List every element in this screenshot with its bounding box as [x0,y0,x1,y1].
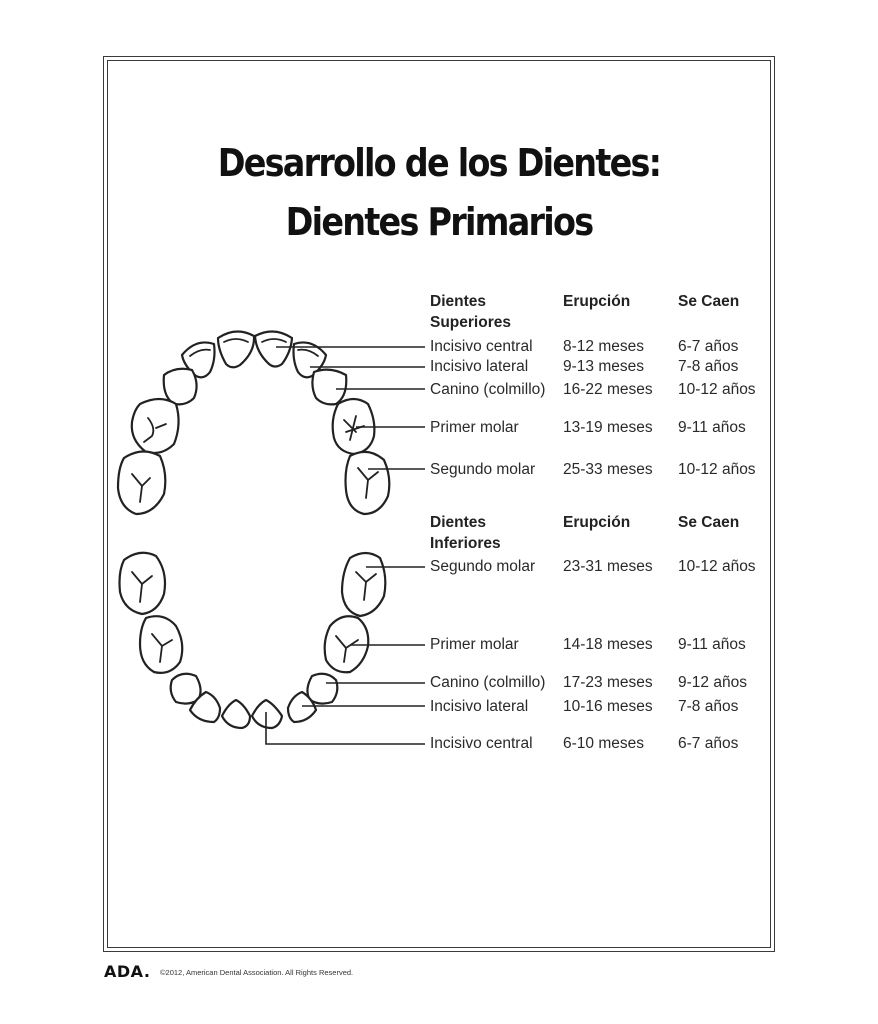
lower-row-3-name: Canino (colmillo) [430,674,546,691]
upper-row-2-eruption: 9-13 meses [563,358,644,375]
lower-central-incisor-left [222,700,250,728]
lower-row-4-shed: 7-8 años [678,698,739,715]
upper-row-2-shed: 7-8 años [678,358,739,375]
copyright-notice: ©2012, American Dental Association. All Rights Reserved. [160,968,354,977]
lower-row-3-shed: 9-12 años [678,674,747,691]
upper-row-4-name: Primer molar [430,419,519,436]
lower-row-5-eruption: 6-10 meses [563,735,644,752]
page-title-line-2: Dientes Primarios [285,200,593,244]
lower-row-2-name: Primer molar [430,636,519,653]
lower-header-shed: Se Caen [678,514,740,531]
upper-row-5-eruption: 25-33 meses [563,461,653,478]
upper-row-1-eruption: 8-12 meses [563,338,644,355]
upper-central-incisor-right [255,331,292,366]
upper-row-5-shed: 10-12 años [678,461,756,478]
upper-second-molar-left [118,451,165,514]
lower-row-4-name: Incisivo lateral [430,698,529,715]
lower-row-2-shed: 9-11 años [678,636,746,653]
upper-row-3-name: Canino (colmillo) [430,381,546,398]
lower-second-molar-right [342,553,385,616]
upper-row-1-name: Incisivo central [430,338,533,355]
upper-row-5-name: Segundo molar [430,461,536,478]
lower-row-1-eruption: 23-31 meses [563,558,653,575]
lower-row-5-name: Incisivo central [430,735,533,752]
lower-row-5-shed: 6-7 años [678,735,739,752]
upper-row-3-shed: 10-12 años [678,381,756,398]
upper-arch [118,331,389,514]
upper-row-2-name: Incisivo lateral [430,358,529,375]
upper-header-name: Dientes Superiores [430,293,511,331]
upper-header-eruption: Erupción [563,293,631,310]
upper-row-4-shed: 9-11 años [678,419,746,436]
upper-row-3-eruption: 16-22 meses [563,381,653,398]
lower-row-2-eruption: 14-18 meses [563,636,653,653]
upper-row-4-eruption: 13-19 meses [563,419,653,436]
upper-header-shed: Se Caen [678,293,740,310]
ada-logo: ADA. [104,962,151,981]
lower-header-eruption: Erupción [563,514,631,531]
lower-canine-right [307,674,337,704]
lower-row-3-eruption: 17-23 meses [563,674,653,691]
lower-row-1-shed: 10-12 años [678,558,756,575]
lower-row-4-eruption: 10-16 meses [563,698,653,715]
lower-arch [120,553,386,728]
upper-central-incisor-left [218,331,254,367]
lower-central-incisor-right [252,700,282,728]
lower-row-1-name: Segundo molar [430,558,536,575]
upper-canine-left [164,369,197,405]
upper-row-1-shed: 6-7 años [678,338,739,355]
upper-canine-right [312,370,346,405]
lower-header-name: Dientes Inferiores [430,514,501,552]
upper-first-molar-left [132,399,179,453]
page-title-line-1: Desarrollo de los Dientes: [217,141,661,185]
